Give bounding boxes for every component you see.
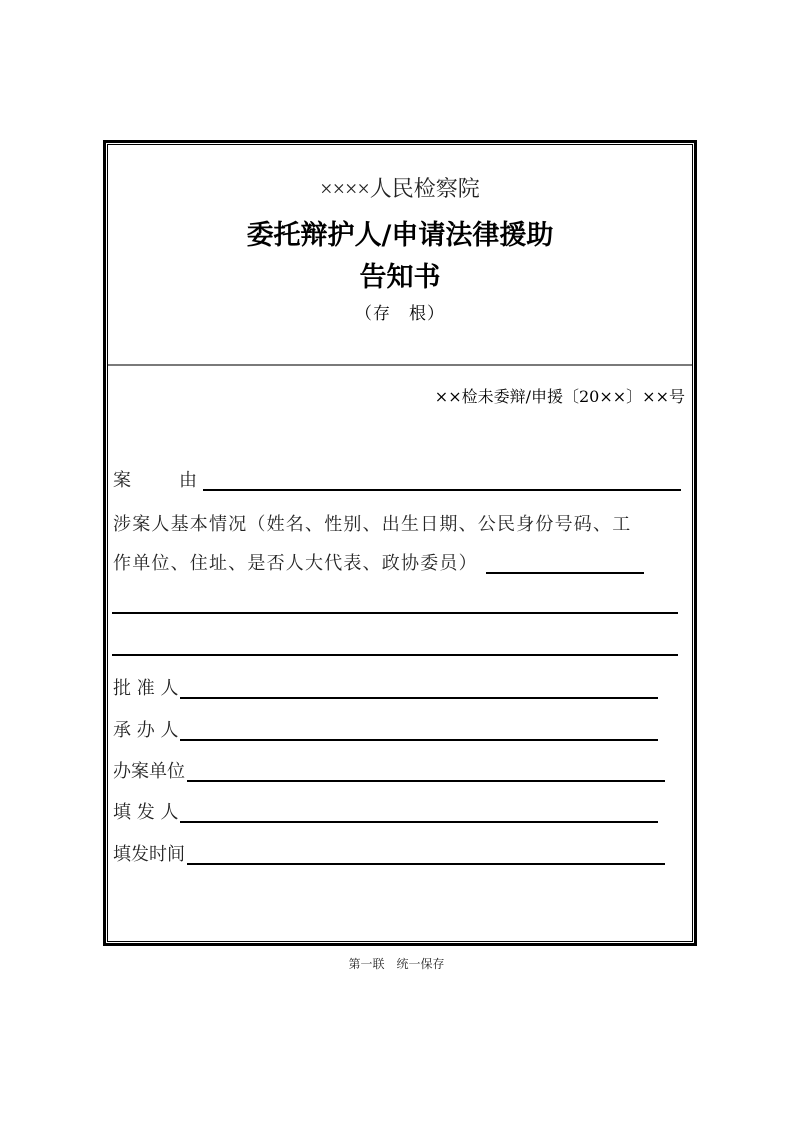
field-case-cause [113, 466, 681, 492]
party-info-input-line3[interactable] [112, 654, 678, 656]
handler-input[interactable] [180, 739, 658, 741]
field-approver [113, 674, 658, 700]
issue-time-label: 填发时间 [113, 844, 185, 865]
document-title-line1: 委托辩护人/申请法律援助 [246, 220, 554, 251]
approver-label: 批 准 人 [113, 678, 179, 699]
field-party-info [113, 549, 644, 575]
header-divider [108, 364, 692, 366]
organization-name: ××××人民检察院 [320, 176, 480, 201]
field-handling-unit [113, 757, 665, 783]
copy-footer: 第一联 统一保存 [348, 957, 445, 971]
stub-label: （存 根） [355, 304, 445, 324]
handling-unit-label: 办案单位 [113, 761, 185, 782]
case-cause-input[interactable] [203, 489, 681, 491]
issue-time-input[interactable] [187, 863, 665, 865]
document-title-line2: 告知书 [359, 262, 441, 293]
field-issuer [113, 798, 658, 824]
party-info-label-line2: 作单位、住址、是否人大代表、政协委员） [113, 553, 478, 574]
issuer-input[interactable] [180, 821, 658, 823]
issuer-label: 填 发 人 [113, 802, 179, 823]
document-number: ××检未委辩/申援〔20××〕××号 [434, 387, 685, 406]
party-info-label-line1: 涉案人基本情况（姓名、性别、出生日期、公民身份号码、工 [113, 514, 632, 535]
party-info-input[interactable] [486, 572, 644, 574]
handling-unit-input[interactable] [187, 780, 665, 782]
handler-label: 承 办 人 [113, 720, 179, 741]
approver-input[interactable] [180, 697, 658, 699]
field-handler [113, 716, 658, 742]
field-issue-time [113, 840, 665, 866]
party-info-input-line2[interactable] [112, 612, 678, 614]
case-cause-label: 案 由 [113, 470, 201, 491]
